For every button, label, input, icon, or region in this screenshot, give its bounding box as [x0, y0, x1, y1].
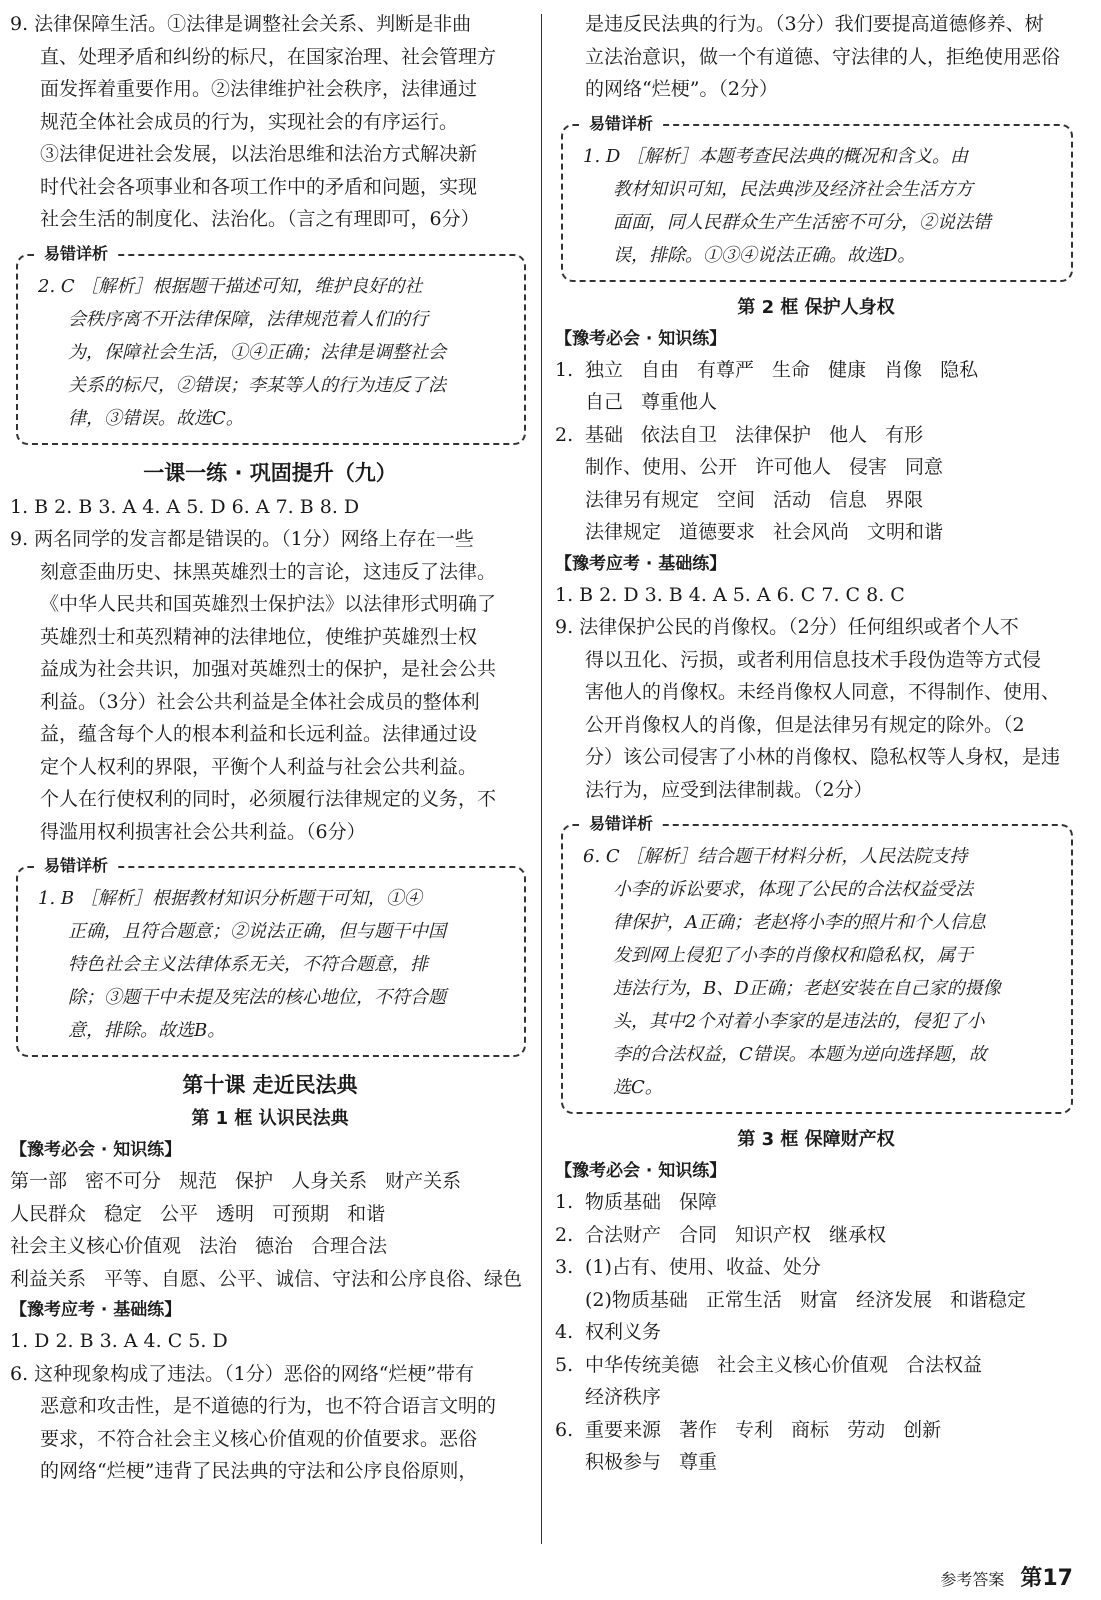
section-heading: 【豫考必会 · 知识练】	[555, 1161, 727, 1181]
term: 健康	[828, 358, 867, 381]
text-line: 面发挥着重要作用。②法律维护社会秩序，法律通过	[40, 78, 478, 100]
term: 自己	[585, 391, 624, 413]
term: 可预期	[272, 1202, 330, 1225]
term-row	[555, 1186, 1077, 1219]
item-number: 1.	[555, 1191, 574, 1213]
term: 自由	[641, 358, 680, 381]
term: 有尊严	[697, 358, 755, 381]
text-line: 的网络“烂梗”违背了民法典的守法和公序良俗原则，	[40, 1460, 478, 1482]
term: 法律保护	[735, 423, 812, 446]
term: 合法财产	[585, 1223, 662, 1246]
item-number: 2.	[555, 423, 574, 446]
text-line: 时代社会各项事业和各项工作中的矛盾和问题，实现	[40, 175, 478, 198]
term: 人民群众	[10, 1202, 87, 1225]
term: 法律规定	[585, 521, 662, 543]
term: 社会主义核心价值观	[717, 1353, 889, 1376]
term-row	[555, 1316, 1077, 1349]
text-line: 分）该公司侵害了小林的肖像权、隐私权等人身权，是违	[585, 746, 1061, 768]
term: 和谐	[347, 1202, 386, 1225]
term: 知识产权	[735, 1223, 812, 1246]
frame-title: 第 2 框 保护人身权	[737, 296, 895, 318]
item-number: 6.	[555, 1418, 574, 1441]
term-row	[555, 386, 1077, 419]
left-q9b-answer	[10, 523, 530, 848]
text-line: 1. D ［解析］本题考查民法典的概况和含义。由	[583, 145, 969, 167]
knowledge-terms	[555, 419, 1077, 549]
term-row	[10, 1198, 530, 1231]
item-number: 4.	[555, 1321, 574, 1343]
right-q9-answer	[555, 611, 1077, 806]
right-column	[555, 8, 1077, 1479]
term-row	[10, 1165, 530, 1198]
text-line: 益成为社会共识，加强对英雄烈士的保护，是社会公共	[40, 658, 497, 680]
term: 权利义务	[585, 1321, 662, 1343]
text-line: 直、处理矛盾和纠纷的标尺，在国家治理、社会管理方	[40, 45, 497, 68]
section-heading: 【豫考应考 · 基础练】	[10, 1300, 182, 1320]
choice-answers: 1. D 2. B 3. A 4. C 5. D	[10, 1330, 228, 1352]
left-column	[10, 8, 530, 1488]
term: 社会风尚	[773, 521, 850, 543]
term: 隐私	[940, 358, 979, 381]
term: 道德要求	[679, 521, 756, 543]
error-analysis-box-3	[561, 113, 1073, 282]
knowledge-terms	[10, 1165, 530, 1295]
knowledge-terms	[555, 354, 1077, 419]
text-line: 公开肖像权人的肖像，但是法律另有规定的除外。（2	[585, 713, 1025, 736]
term: 稳定	[104, 1202, 143, 1225]
text-line: 违法行为，B、D正确；老赵安装在自己家的摄像	[613, 978, 1001, 999]
text-line: 正确，且符合题意；②说法正确，但与题干中国	[68, 921, 446, 942]
term-row	[555, 419, 1077, 452]
term: 合同	[679, 1223, 718, 1246]
term: 公平	[160, 1202, 199, 1225]
choice-answers: 1. B 2. B 3. A 4. A 5. D 6. A 7. B 8. D	[10, 495, 360, 518]
box-title: 易错详析	[581, 812, 661, 836]
term: 文明和谐	[867, 521, 944, 543]
term-row	[555, 1446, 1077, 1479]
text-line: 益，蕴含每个人的根本利益和长远利益。法律通过设	[40, 723, 478, 745]
term: 有形	[885, 423, 924, 446]
text-line: 得滥用权利损害社会公共利益。（6分）	[40, 820, 366, 843]
text-line: 面面，同人民群众生产生活密不可分，②说法错	[613, 211, 991, 233]
term: 他人	[829, 423, 868, 446]
term: 和谐稳定	[949, 1288, 1026, 1311]
text-line: 得以丑化、污损，或者利用信息技术手段伪造等方式侵	[585, 648, 1042, 671]
term-row	[555, 484, 1077, 517]
term: 经济秩序	[585, 1386, 662, 1408]
term: 信息	[829, 488, 868, 511]
text-line: 个人在行使权利的同时，必须履行法律规定的义务，不	[40, 788, 497, 810]
text-line: 发到网上侵犯了小李的肖像权和隐私权，属于	[613, 945, 973, 966]
practice-title: 一课一练 · 巩固提升（九）	[143, 460, 397, 485]
term: 同意	[905, 456, 944, 478]
term: 依法自卫	[641, 423, 718, 446]
term: 正常生活	[705, 1288, 782, 1311]
term: 侵害	[849, 456, 888, 478]
term: 社会主义核心价值观	[10, 1235, 182, 1257]
term: 创新	[903, 1418, 942, 1441]
box-title: 易错详析	[36, 242, 116, 266]
text-line: 定个人权利的界限，平衡个人利益与社会公共利益。	[40, 755, 478, 778]
term-row	[555, 1284, 1077, 1317]
term: (1)占有、使用、收益、处分	[585, 1256, 821, 1278]
term: 制作、使用、公开	[585, 456, 738, 478]
text-line: 意，排除。故选B。	[68, 1020, 226, 1041]
term: 商标	[791, 1418, 830, 1441]
term: 规范	[179, 1170, 218, 1192]
text-line: ③法律促进社会发展，以法治思维和法治方式解决新	[40, 143, 478, 165]
section-heading: 【豫考应考 · 基础练】	[555, 553, 727, 574]
frame-title: 第 3 框 保障财产权	[737, 1129, 895, 1150]
term: 财富	[799, 1288, 838, 1311]
text-line: 头，其中2个对着小李家的是违法的，侵犯了小	[613, 1011, 985, 1032]
box-title: 易错详析	[36, 854, 116, 878]
term: 劳动	[847, 1418, 886, 1441]
term: 经济发展	[855, 1288, 932, 1311]
text-line: 立法治意识，做一个有道德、守法律的人，拒绝使用恶俗	[585, 45, 1061, 68]
text-line: 的网络“烂梗”。（2分）	[585, 78, 779, 100]
text-line: 9. 两名同学的发言都是错误的。（1分）网络上存在一些	[10, 528, 474, 550]
text-line: 6. 这种现象构成了违法。（1分）恶俗的网络“烂梗”带有	[10, 1362, 475, 1385]
term: 人身关系	[291, 1170, 368, 1192]
term-row	[555, 1381, 1077, 1414]
section-heading: 【豫考必会 · 知识练】	[10, 1140, 182, 1160]
term: 法治	[199, 1235, 238, 1257]
text-line: 特色社会主义法律体系无关，不符合题意，排	[68, 954, 428, 975]
error-analysis-box-2	[16, 856, 526, 1057]
term: 平等、自愿、公平、诚信、守法和公序良俗、绿色	[104, 1267, 523, 1290]
term-row	[555, 451, 1077, 484]
frame-title: 第 1 框 认识民法典	[191, 1108, 349, 1129]
term: 生命	[772, 358, 811, 381]
term: 许可他人	[755, 456, 832, 478]
term: 保障	[679, 1191, 718, 1213]
term: 积极参与	[585, 1451, 662, 1473]
term: 德治	[255, 1235, 294, 1257]
text-line: 律保护，A正确；老赵将小李的照片和个人信息	[613, 912, 986, 933]
text-line: 6. C ［解析］结合题干材料分析，人民法院支持	[583, 846, 968, 867]
term: 中华传统美德	[585, 1353, 700, 1376]
text-line: 小李的诉讼要求，体现了公民的合法权益受法	[613, 879, 973, 900]
term: 独立	[585, 358, 624, 381]
term: 透明	[216, 1202, 255, 1225]
text-line: 害他人的肖像权。未经肖像权人同意，不得制作、使用、	[585, 681, 1061, 703]
text-line: 要求，不符合社会主义核心价值观的价值要求。恶俗	[40, 1427, 478, 1450]
term: 合理合法	[311, 1235, 388, 1257]
text-line: 关系的标尺，②错误；李某等人的行为违反了法	[68, 374, 446, 396]
text-line: 英雄烈士和英烈精神的法律地位，使维护英雄烈士权	[40, 625, 478, 648]
column-divider	[541, 14, 542, 1544]
text-line: 恶意和攻击性，是不道德的行为，也不符合语言文明的	[40, 1395, 497, 1417]
text-line: 会秩序离不开法律保障，法律规范着人们的行	[68, 308, 428, 330]
lesson-title: 第十课 走近民法典	[182, 1073, 358, 1097]
text-line: 为，保障社会生活，①④正确；法律是调整社会	[68, 341, 446, 363]
term-row	[555, 1414, 1077, 1447]
left-q6-answer	[10, 1358, 530, 1488]
text-line: 李的合法权益，C错误。本题为逆向选择题，故	[613, 1044, 987, 1065]
text-line: 1. B ［解析］根据教材知识分析题干可知，①④	[38, 888, 422, 909]
term: (2)物质基础	[585, 1288, 688, 1311]
term: 第一部	[10, 1170, 68, 1192]
knowledge-terms	[555, 1186, 1077, 1479]
term: 密不可分	[85, 1170, 162, 1192]
term-row	[555, 516, 1077, 549]
term-row	[555, 1251, 1077, 1284]
term-row	[555, 1349, 1077, 1382]
section-heading: 【豫考必会 · 知识练】	[555, 328, 727, 349]
item-number: 1.	[555, 358, 574, 381]
term: 活动	[773, 488, 812, 511]
term: 合法权益	[906, 1353, 983, 1376]
item-number: 2.	[555, 1223, 574, 1246]
term: 保护	[235, 1170, 274, 1192]
continued-answer	[555, 8, 1077, 106]
page-footer	[940, 1561, 1073, 1592]
term: 空间	[717, 488, 756, 511]
text-line: 是违反民法典的行为。（3分）我们要提高道德修养、树	[585, 13, 1044, 35]
left-q9-answer	[10, 8, 530, 236]
choice-answers: 1. B 2. D 3. B 4. A 5. A 6. C 7. C 8. C	[555, 583, 905, 606]
term-row	[555, 354, 1077, 387]
term-row	[10, 1263, 530, 1296]
term-row	[555, 1219, 1077, 1252]
term: 尊重他人	[641, 391, 718, 413]
term: 著作	[679, 1418, 718, 1441]
text-line: 利益。（3分）社会公共利益是全体社会成员的整体利	[40, 690, 480, 713]
term: 法律另有规定	[585, 488, 700, 511]
term: 利益关系	[10, 1267, 87, 1290]
text-line: 规范全体社会成员的行为，实现社会的有序运行。	[40, 110, 459, 133]
text-line: 9. 法律保障生活。①法律是调整社会关系、判断是非曲	[10, 13, 472, 35]
error-analysis-box-4	[561, 814, 1073, 1114]
text-line: 《中华人民共和国英雄烈士保护法》以法律形式明确了	[40, 593, 497, 615]
term: 重要来源	[585, 1418, 662, 1441]
error-analysis-box-1	[16, 243, 526, 445]
text-line: 刻意歪曲历史、抹黑英雄烈士的言论，这违反了法律。	[40, 560, 497, 583]
term-row	[10, 1230, 530, 1263]
box-title: 易错详析	[581, 112, 661, 136]
item-number: 5.	[555, 1353, 574, 1376]
text-line: 律，③错误。故选C。	[68, 407, 244, 429]
item-number: 3.	[555, 1256, 574, 1278]
text-line: 法行为，应受到法律制裁。（2分）	[585, 778, 873, 801]
term: 基础	[585, 423, 624, 446]
text-line: 9. 法律保护公民的肖像权。（2分）任何组织或者个人不	[555, 616, 1019, 638]
text-line: 教材知识可知，民法典涉及经济社会生活方方	[613, 178, 973, 200]
term: 财产关系	[385, 1170, 462, 1192]
text-line: 社会生活的制度化、法治化。（言之有理即可，6分）	[40, 208, 480, 230]
term: 专利	[735, 1418, 774, 1441]
text-line: 除；③题干中未提及宪法的核心地位，不符合题	[68, 987, 446, 1008]
term: 尊重	[679, 1451, 718, 1473]
term: 继承权	[829, 1223, 887, 1246]
term: 肖像	[884, 358, 923, 381]
text-line: 误，排除。①③④说法正确。故选D。	[613, 244, 916, 266]
text-line: 选C。	[613, 1077, 663, 1098]
text-line: 2. C ［解析］根据题干描述可知，维护良好的社	[38, 275, 423, 297]
term: 物质基础	[585, 1191, 662, 1213]
term: 界限	[885, 488, 924, 511]
footer-label: 参考答案	[940, 1570, 1005, 1589]
page-number: 第17	[1020, 1566, 1073, 1591]
